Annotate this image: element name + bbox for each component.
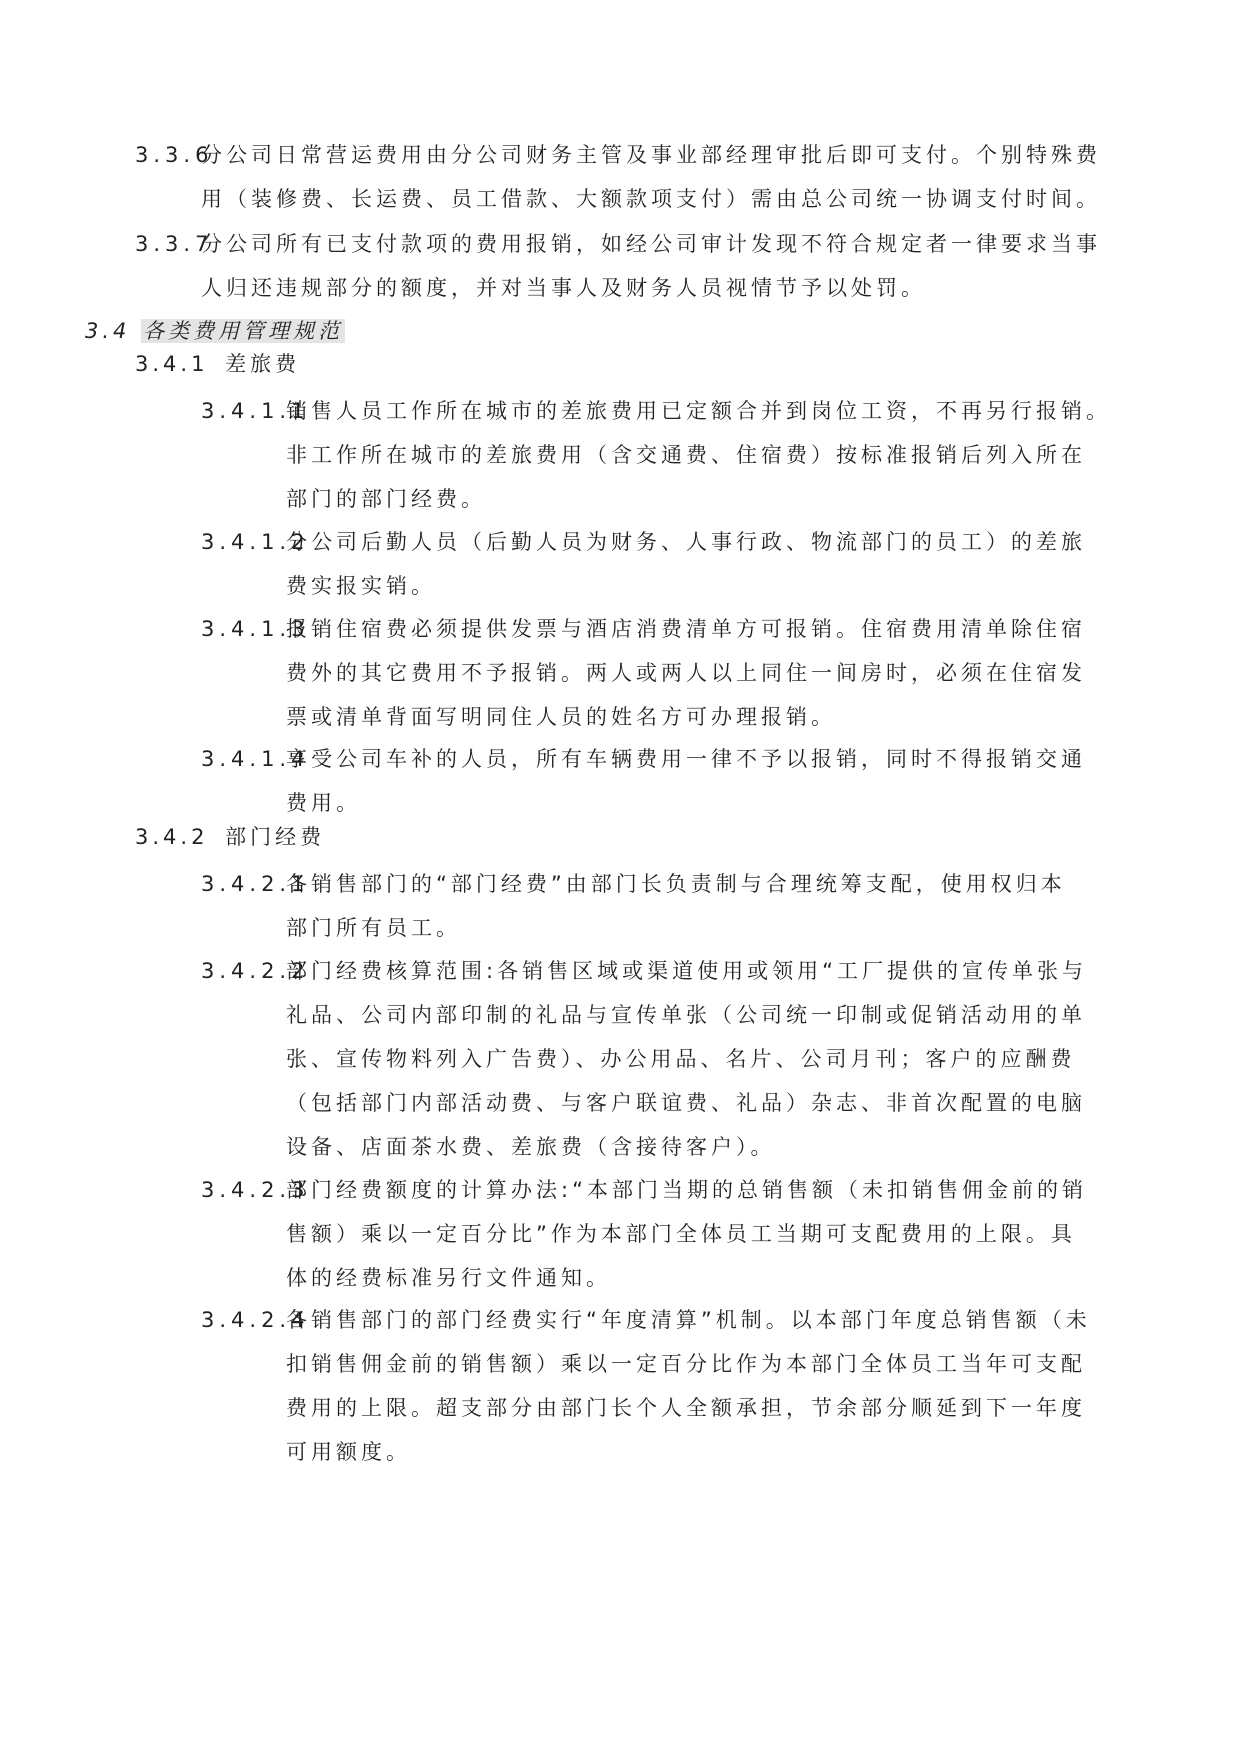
clause-line: 扣销售佣金前的销售额）乘以一定百分比作为本部门全体员工当年可支配 bbox=[286, 1352, 1086, 1376]
clause-number: 3.4.2.1 bbox=[201, 872, 310, 896]
subsection-title: 部门经费 bbox=[225, 825, 326, 849]
clause-3-4-1-2 bbox=[201, 520, 1086, 608]
clause-line: 部门经费核算范围:各销售区域或渠道使用或领用“工厂提供的宣传单张与 bbox=[286, 959, 1087, 983]
clause-line: 费外的其它费用不予报销。两人或两人以上同住一间房时，必须在住宿发 bbox=[286, 661, 1086, 685]
clause-3-4-1-3 bbox=[201, 607, 1086, 739]
subsection-heading-3-4-2 bbox=[135, 815, 325, 859]
clause-3-4-2-2 bbox=[201, 949, 1087, 1169]
clause-line: 费用的上限。超支部分由部门长个人全额承担，节余部分顺延到下一年度 bbox=[286, 1396, 1086, 1420]
subsection-number: 3.4.2 bbox=[135, 825, 209, 849]
clause-line: （包括部门内部活动费、与客户联谊费、礼品）杂志、非首次配置的电脑 bbox=[286, 1091, 1086, 1115]
clause-line: 费实报实销。 bbox=[286, 574, 436, 598]
clause-line: 销售人员工作所在城市的差旅费用已定额合并到岗位工资，不再另行报销。 bbox=[286, 399, 1111, 423]
clause-line: 各销售部门的“部门经费”由部门长负责制与合理统筹支配，使用权归本 bbox=[286, 872, 1066, 896]
clause-number: 3.4.2.2 bbox=[201, 959, 310, 983]
clause-3-4-2-1 bbox=[201, 862, 1066, 950]
clause-line: 部门所有员工。 bbox=[286, 916, 461, 940]
clause-number: 3.3.6 bbox=[135, 143, 214, 167]
clause-line: 售额）乘以一定百分比”作为本部门全体员工当期可支配费用的上限。具 bbox=[286, 1222, 1076, 1246]
subsection-number: 3.4.1 bbox=[135, 352, 209, 376]
clause-3-4-2-4 bbox=[201, 1298, 1091, 1474]
clause-3-4-2-3 bbox=[201, 1168, 1087, 1300]
clause-line: 设备、店面茶水费、差旅费（含接待客户）。 bbox=[286, 1135, 776, 1159]
clause-line: 分公司所有已支付款项的费用报销，如经公司审计发现不符合规定者一律要求当事 bbox=[201, 232, 1101, 256]
clause-3-3-7 bbox=[135, 222, 1101, 310]
clause-line: 享受公司车补的人员，所有车辆费用一律不予以报销，同时不得报销交通 bbox=[286, 747, 1086, 771]
section-title: 各类费用管理规范 bbox=[143, 319, 344, 343]
clause-line: 部门经费额度的计算办法:“本部门当期的总销售额（未扣销售佣金前的销 bbox=[286, 1178, 1087, 1202]
clause-3-4-1-4 bbox=[201, 737, 1086, 825]
clause-line: 人归还违规部分的额度，并对当事人及财务人员视情节予以处罚。 bbox=[201, 276, 926, 300]
clause-line: 可用额度。 bbox=[286, 1440, 411, 1464]
clause-number: 3.4.1.3 bbox=[201, 617, 310, 641]
clause-line: 用（装修费、长运费、员工借款、大额款项支付）需由总公司统一协调支付时间。 bbox=[201, 187, 1101, 211]
clause-line: 分公司日常营运费用由分公司财务主管及事业部经理审批后即可支付。个别特殊费 bbox=[201, 143, 1101, 167]
clause-number: 3.4.2.3 bbox=[201, 1178, 310, 1202]
clause-line: 张、宣传物料列入广告费）、办公用品、名片、公司月刊；客户的应酬费 bbox=[286, 1047, 1076, 1071]
clause-line: 分公司后勤人员（后勤人员为财务、人事行政、物流部门的员工）的差旅 bbox=[286, 530, 1086, 554]
clause-line: 部门的部门经费。 bbox=[286, 487, 486, 511]
clause-line: 礼品、公司内部印制的礼品与宣传单张（公司统一印制或促销活动用的单 bbox=[286, 1003, 1086, 1027]
clause-line: 各销售部门的部门经费实行“年度清算”机制。以本部门年度总销售额（未 bbox=[286, 1308, 1091, 1332]
section-number: 3.4 bbox=[85, 319, 131, 343]
clause-line: 票或清单背面写明同住人员的姓名方可办理报销。 bbox=[286, 705, 836, 729]
clause-line: 体的经费标准另行文件通知。 bbox=[286, 1266, 611, 1290]
clause-number: 3.4.1.1 bbox=[201, 399, 310, 423]
clause-3-3-6 bbox=[135, 133, 1101, 221]
clause-number: 3.4.2.4 bbox=[201, 1308, 310, 1332]
subsection-heading-3-4-1 bbox=[135, 342, 300, 386]
clause-line: 费用。 bbox=[286, 791, 361, 815]
clause-number: 3.4.1.2 bbox=[201, 530, 310, 554]
clause-3-4-1-1 bbox=[201, 389, 1111, 521]
subsection-title: 差旅费 bbox=[225, 352, 301, 376]
clause-line: 报销住宿费必须提供发票与酒店消费清单方可报销。住宿费用清单除住宿 bbox=[286, 617, 1086, 641]
clause-line: 非工作所在城市的差旅费用（含交通费、住宿费）按标准报销后列入所在 bbox=[286, 443, 1086, 467]
clause-number: 3.4.1.4 bbox=[201, 747, 310, 771]
clause-number: 3.3.7 bbox=[135, 232, 214, 256]
